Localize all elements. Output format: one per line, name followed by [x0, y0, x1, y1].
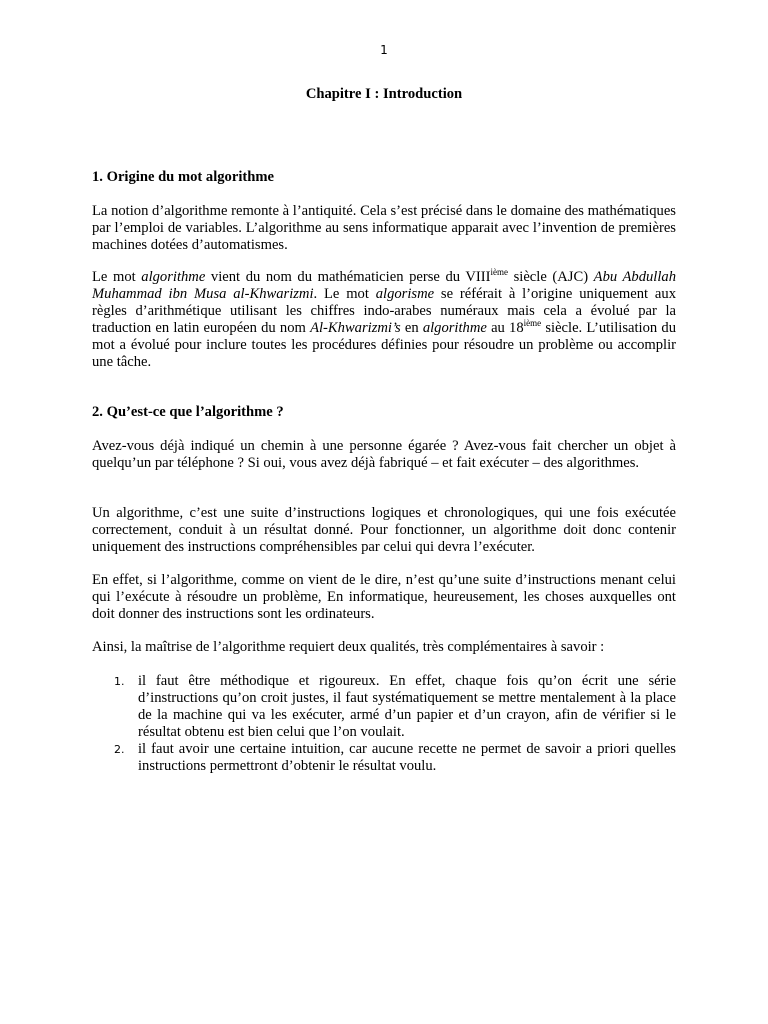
- section2-paragraph-2: Un algorithme, c’est une suite d’instructions logiques et chronologiques, qui une fois exécutée correctement, conduit à un résultat donné. Pour fonctionner, un algorithme doit donc contenir uniquement des instructions compréhensibles par celui qui devra l’exécuter.: [92, 505, 676, 555]
- section1-paragraph-1: La notion d’algorithme remonte à l’antiquité. Cela s’est précisé dans le domaine des mathématiques par l’emploi de variables. L’algorithme au sens informatique apparait avec l’invention de premières machines dotées d’automatismes.: [92, 203, 676, 253]
- page-number: 1: [380, 43, 388, 57]
- section2-paragraph-3: En effet, si l’algorithme, comme on vient de le dire, n’est qu’une suite d’instructions menant celui qui l’exécute à résoudre un problème, En informatique, heureusement, les choses auxquelles ont doit donner des instructions sont les ordinateurs.: [92, 572, 676, 622]
- section2-paragraph-1: Avez-vous déjà indiqué un chemin à une personne égarée ? Avez-vous fait chercher un objet à quelqu’un par téléphone ? Si oui, vous avez déjà fabriqué – et fait exécuter – des algorithmes.: [92, 438, 676, 471]
- list-item-text: il faut avoir une certaine intuition, car aucune recette ne permet de savoir a priori quelles instructions permettront d’obtenir le résultat voulu.: [138, 741, 676, 774]
- list-item-number: 2.: [114, 743, 125, 756]
- list-item: [92, 741, 676, 775]
- list-item: [92, 673, 676, 741]
- section2-heading: 2. Qu’est-ce que l’algorithme ?: [92, 404, 284, 420]
- list-item-text: il faut être méthodique et rigoureux. En effet, chaque fois qu’on écrit une série d’instructions qu’on croit justes, il faut systématiquement se mettre mentalement à la place de la machine qui va les exécuter, armé d’un papier et d’un crayon, afin de vérifier si le résultat obtenu est bien celui que l’on voulait.: [138, 673, 676, 740]
- chapter-title: Chapitre I : Introduction: [305, 86, 463, 102]
- section2-paragraph-4: Ainsi, la maîtrise de l’algorithme requiert deux qualités, très complémentaires à savoir :: [92, 639, 605, 655]
- qualities-list: [92, 673, 676, 775]
- section1-heading: 1. Origine du mot algorithme: [92, 169, 275, 185]
- section1-paragraph-2: Le mot algorithme vient du nom du mathématicien perse du VIIIième siècle (AJC) Abu Abdullah Muhammad ibn Musa al-Khwarizmi. Le mot algorisme se référait à l’origine uniquement aux règles d’arithmétique utilisant les chiffres indo-arabes numéraux mais cela a évolué par la traduction en latin européen du nom Al-Khwarizmi’s en algorithme au 18ième siècle. L’utilisation du mot a évolué pour inclure toutes les procédures définies pour résoudre un problème ou accomplir une tâche.: [92, 267, 676, 370]
- list-item-number: 1.: [114, 675, 125, 688]
